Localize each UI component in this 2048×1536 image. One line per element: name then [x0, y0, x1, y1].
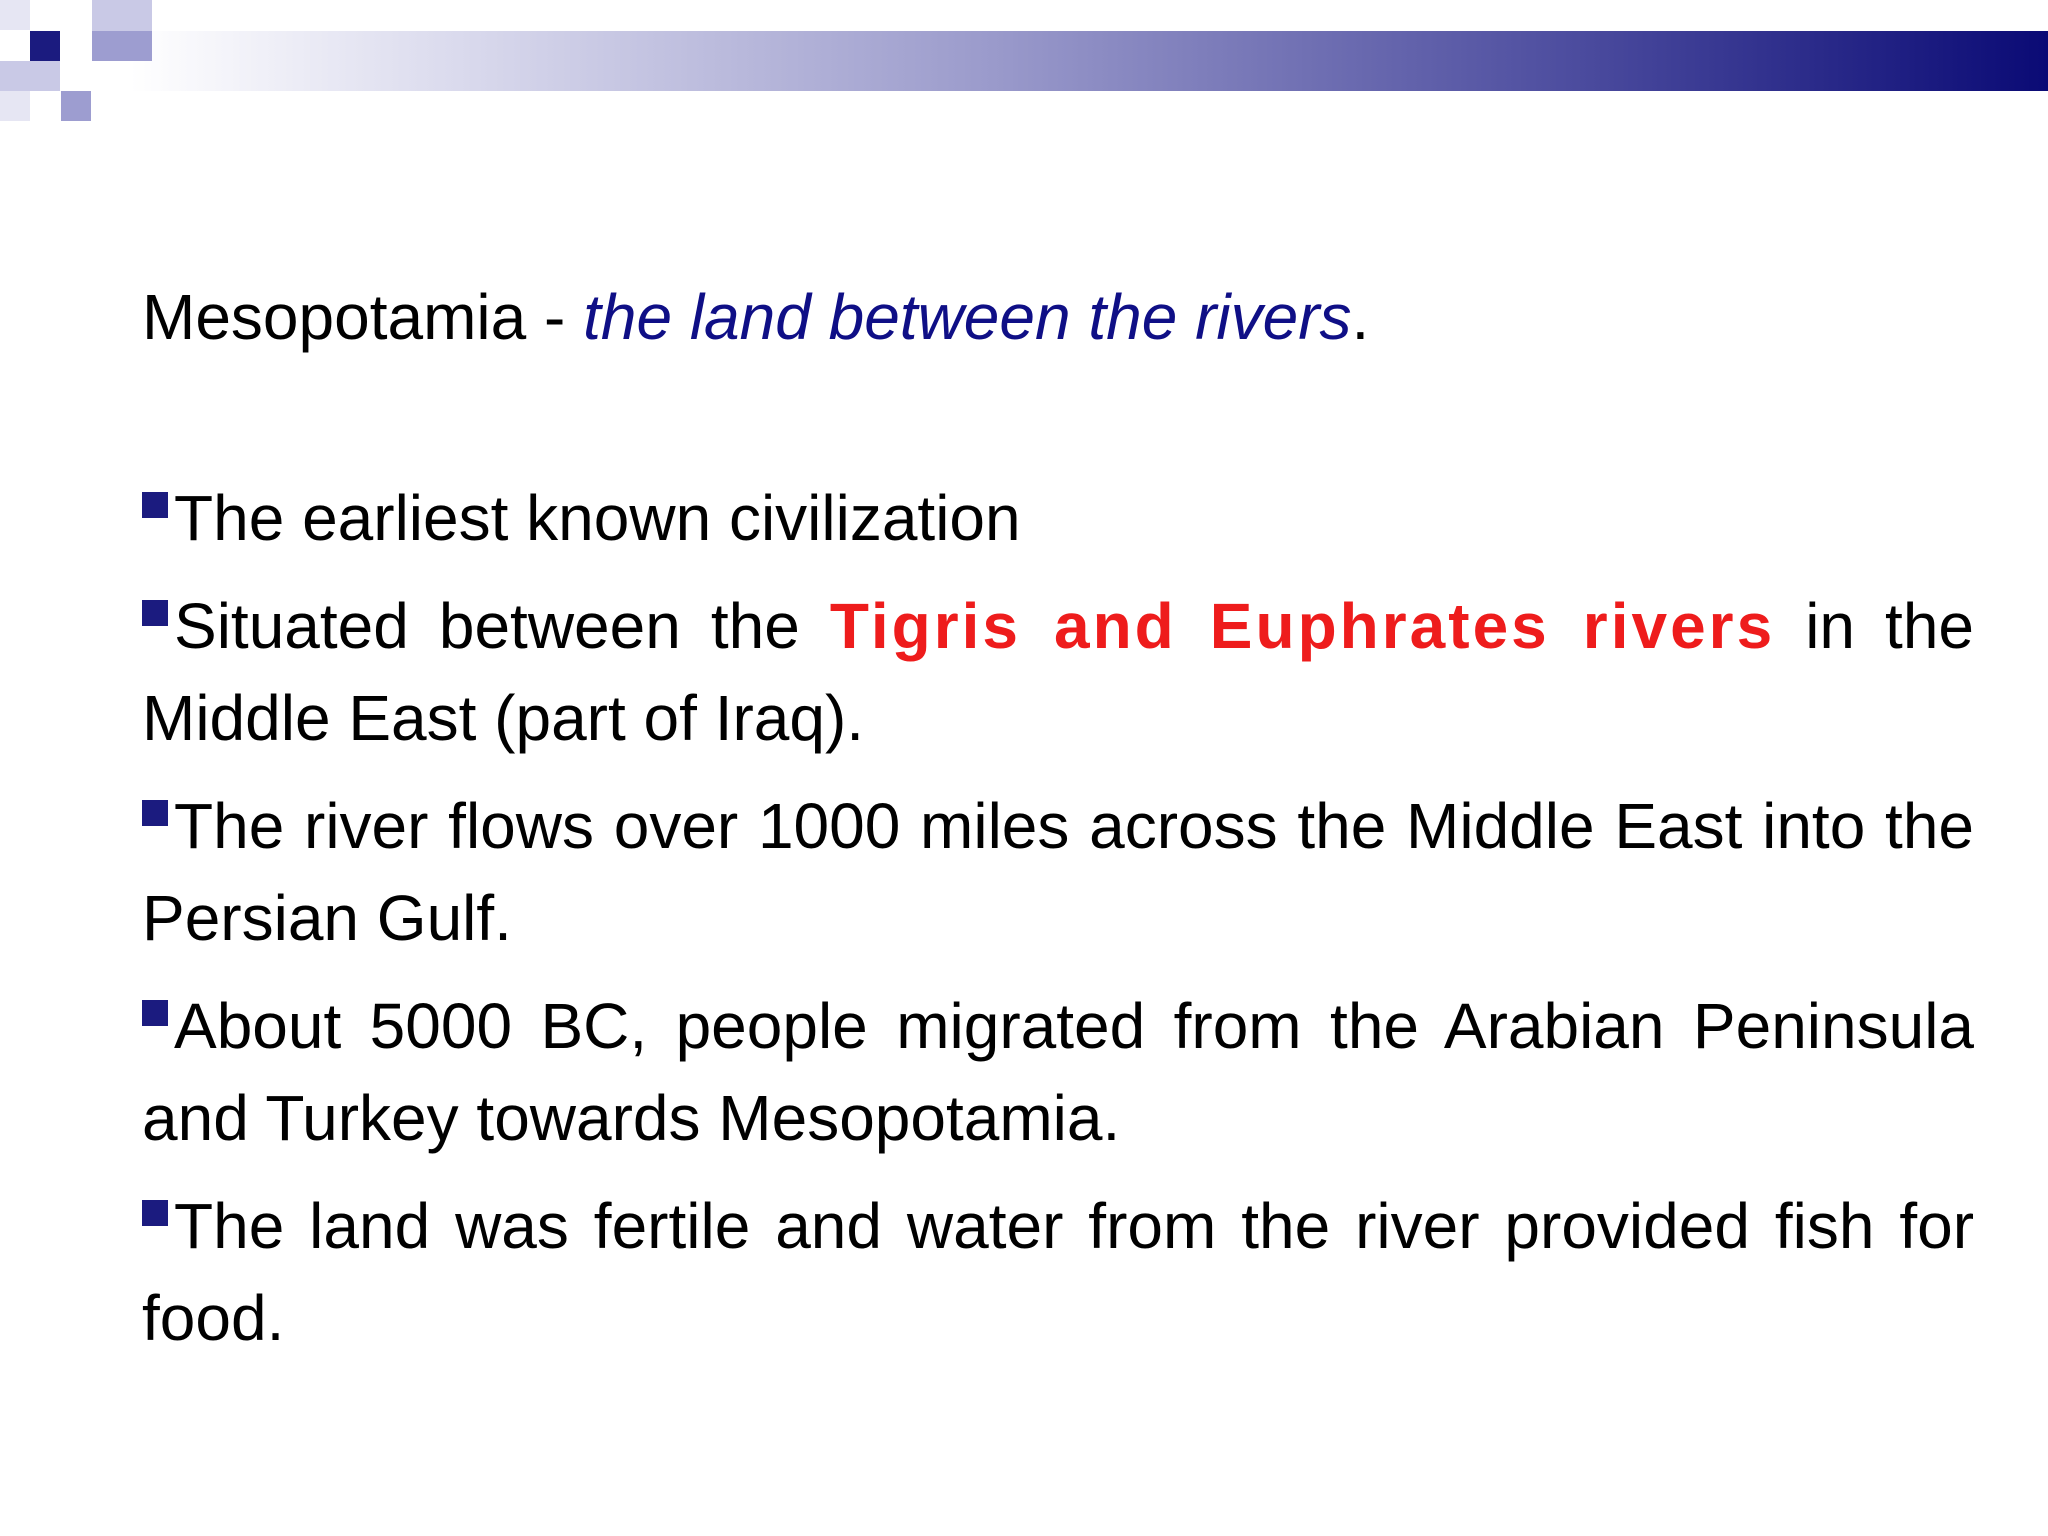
bullet-text: The earliest known civilization [174, 482, 1021, 554]
square-bullet-icon [142, 1000, 168, 1026]
square-bullet-icon [142, 1200, 168, 1226]
title-italic: the land between the rivers [583, 281, 1352, 353]
bullet-text-after: in the Middle East (part of Iraq). [142, 590, 1975, 754]
slide-title [142, 270, 1974, 364]
title-prefix: Mesopotamia - [142, 281, 584, 353]
bullet-text: The river flows over 1000 miles across the Middle East into the Persian Gulf. [142, 790, 1974, 954]
bullet-text: The land was fertile and water from the river provided fish for food. [142, 1190, 1974, 1354]
bullet-item [142, 780, 1974, 964]
bullet-item [142, 580, 1974, 764]
bullet-text: Situated between the [174, 590, 830, 662]
bullet-item [142, 472, 1974, 564]
header-gradient-banner [130, 31, 2048, 91]
square-bullet-icon [142, 600, 168, 626]
bullet-item [142, 1180, 1974, 1364]
bullet-item [142, 980, 1974, 1164]
bullet-text: About 5000 BC, people migrated from the Arabian Peninsula and Turkey towards Mesopotamia. [142, 990, 1974, 1154]
square-bullet-icon [142, 800, 168, 826]
slide-content [142, 270, 1974, 1380]
square-bullet-icon [142, 492, 168, 518]
title-suffix: . [1351, 281, 1370, 353]
bullet-highlight: Tigris and Euphrates rivers [829, 590, 1776, 662]
